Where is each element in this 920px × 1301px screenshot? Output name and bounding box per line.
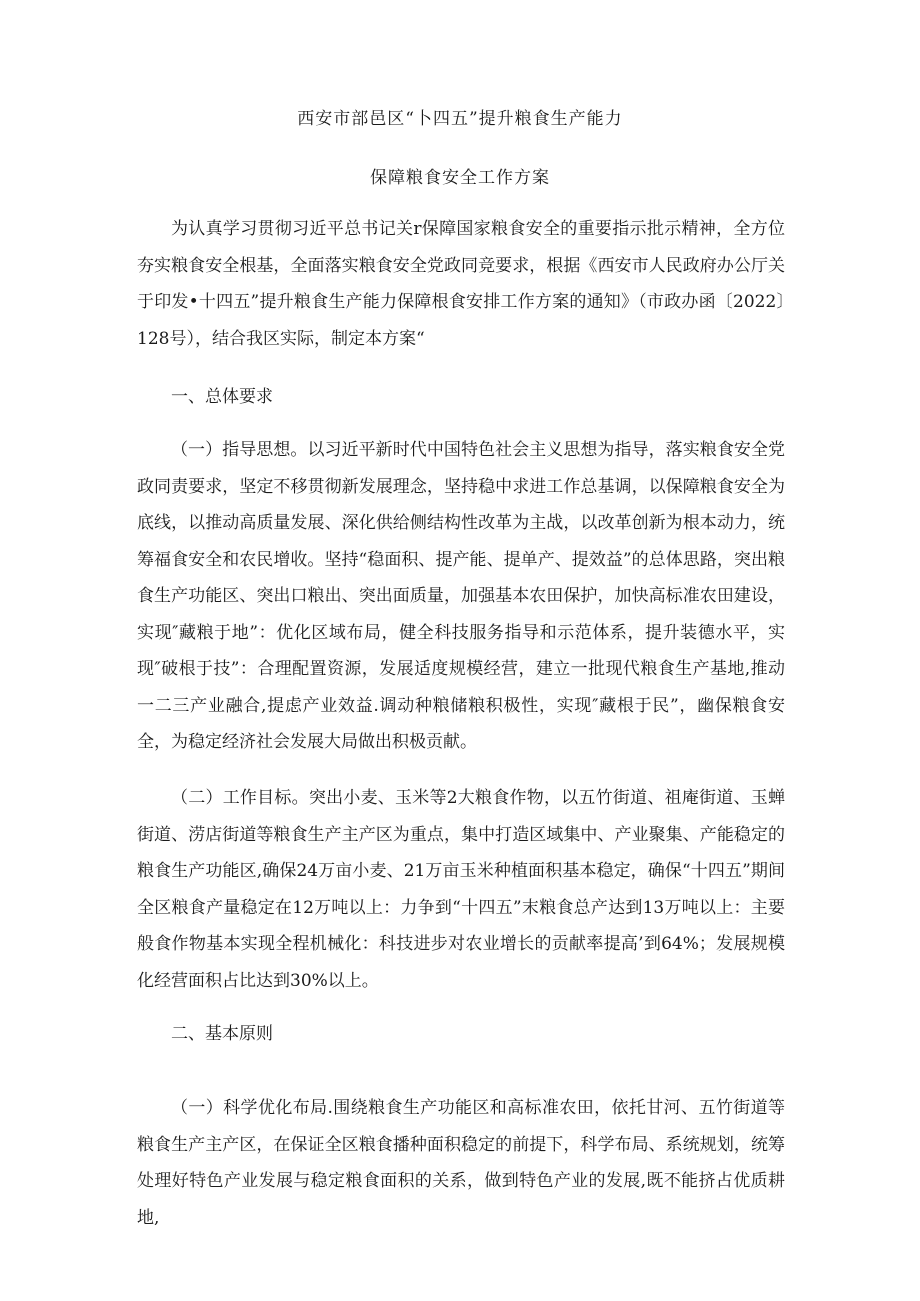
layout-optimization-paragraph: （一）科学优化布局.围绕粮食生产功能区和高标准农田，依托甘河、五竹街道等粮食生产主产区，在保证全区粮食播种面积稳定的前提下，科学布局、系统规划，统筹处理好特色产业发展与稳定粮食面积的关系，做到特色产业的发展,既不能挤占优质耕地, xyxy=(137,1098,785,1228)
document-title-line2: 保障粮食安全工作方案 xyxy=(370,168,550,188)
guiding-ideology-paragraph: （一）指导思想。以习近平新时代中国特色社会主义思想为指导，落实粮食安全党政同责要求，坚定不移贯彻新发展理念，坚持稳中求进工作总基调，以保障粮食安全为底线，以推动高质量发展、深化供给侧结构性改革为主战，以改革创新为根本动力，统筹福食安全和农民增收。坚持“稳面积、提产能、提单产、提效益”的总体思路，突出粮食生产功能区、突出口粮出、突出面质量，加强基本农田保护，加快高标准农田建设，实现″藏粮于地”：优化区域布局，健全科技服务指导和示范体系，提升装德水平，实现″破根于技”：合理配置资源，发展适度规模经营，建立一批现代粮食生产基地,推动一二三产业融合,提虑产业效益.调动种粮储粮积极性，实现″藏根于民”，幽保粮食安全，为稳定经济社会发展大局做出积极贡献。 xyxy=(137,440,785,752)
work-goals-paragraph: （二）工作目标。突出小麦、玉米等2大粮食作物，以五竹街道、祖庵街道、玉蝉街道、涝店街道等粮食生产主产区为重点，集中打造区域集中、产业聚集、产能稳定的粮食生产功能区,确保24万亩小麦、21万亩玉米种植面积基本稳定，确保“十四五”期间全区粮食产量稳定在12万吨以上：力争到“十四五”末粮食总产达到13万吨以上：主要般食作物基本实现全程机械化：科技进步对农业增长的贡献率提高’到64%；发展规模化经营面积占比达到30%以上。 xyxy=(137,788,785,991)
section-heading-basic-principles: 二、基本原则 xyxy=(171,1024,273,1044)
intro-paragraph: 为认真学习贯彻习近平总书记关r保障国家粮食安全的重要指示批示精神，全方位夯实粮食安全根基，全面落实粮食安全党政同竞要求，根据《西安市人民政府办公厅关于印发•十四五”提升粮食生产能力保障根食安排工作方案的通知》（市政办函〔2022〕128号），结合我区实际，制定本方案“ xyxy=(137,219,785,349)
section-heading-general-requirements: 一、总体要求 xyxy=(171,387,273,407)
document-title-line1: 西安市部邑区“卜四五”提升粮食生产能力 xyxy=(297,109,623,129)
